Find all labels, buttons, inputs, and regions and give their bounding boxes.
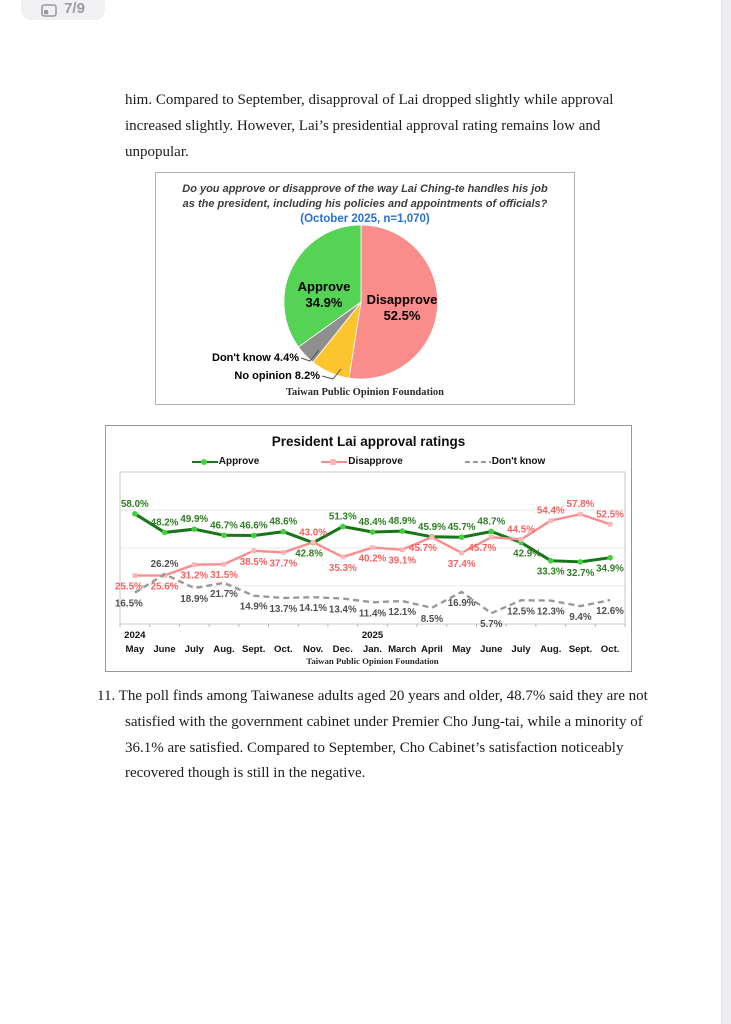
data-label: 31.2%: [180, 570, 209, 582]
x-axis-label: Sept.: [568, 644, 593, 655]
data-label: 12.6%: [596, 606, 624, 618]
data-label: 40.2%: [358, 553, 387, 565]
pie-chart-title: Do you approve or disapprove of the way Lai Ching-te handles his job as the president, including his policies and appointments of officials?: [182, 183, 548, 210]
pie-chart-source: Taiwan Public Opinion Foundation: [285, 387, 445, 398]
pie-chart: [156, 173, 574, 404]
data-label: 45.9%: [418, 521, 446, 533]
legend-item-disapprove: Disapprove: [321, 456, 402, 467]
x-axis-label: Jan.: [362, 644, 383, 655]
data-label: 45.7%: [409, 543, 437, 555]
pie-label-approve: Approve 34.9%: [297, 279, 351, 310]
scrollbar[interactable]: [721, 0, 731, 1024]
data-label: 49.9%: [180, 514, 209, 526]
data-label: 48.4%: [358, 517, 387, 529]
data-label: 16.5%: [114, 598, 143, 610]
line-chart-source: Taiwan Public Opinion Foundation: [306, 656, 439, 666]
data-label: 12.5%: [507, 606, 535, 618]
x-axis-label: June: [480, 644, 503, 655]
x-axis-label: July: [184, 644, 204, 655]
data-label: 57.8%: [566, 499, 595, 511]
data-label: 12.3%: [536, 606, 565, 618]
data-label: 51.3%: [328, 511, 357, 523]
data-label: 25.6%: [150, 581, 179, 593]
data-label: 18.9%: [180, 594, 209, 606]
data-label: 46.6%: [239, 520, 268, 532]
data-label: 58.0%: [120, 498, 149, 510]
data-label: 52.5%: [596, 509, 624, 521]
paragraph-top: him. Compared to September, disapproval of Lai dropped slightly while approval increased slightly. However, Lai’s presidential approval rating remains low and unpopular.: [125, 92, 614, 160]
data-label: 34.9%: [596, 563, 624, 575]
data-label: 11.4%: [358, 608, 387, 620]
data-label: 39.1%: [388, 555, 417, 567]
data-label: 48.6%: [269, 516, 298, 528]
data-label: 14.9%: [239, 601, 268, 613]
page-indicator[interactable]: [21, 0, 105, 20]
x-axis-label: Dec.: [332, 644, 353, 655]
x-axis-label: June: [153, 644, 176, 655]
paragraph-item-11: 11. The poll finds among Taiwanese adults aged 20 years and older, 48.7% said they are not satisfied with the government cabinet under Premier Cho Jung-tai, while a minority of 36.1% are satisfied. Compared to September, Cho Cabinet’s satisfaction noticeably recovered though is still in the negative.: [97, 688, 648, 782]
data-label: 32.7%: [566, 567, 595, 579]
data-label: 5.7%: [480, 619, 503, 631]
x-axis-label: Nov.: [303, 644, 324, 655]
pie-chart-subtitle: (October 2025, n=1,070): [300, 213, 430, 225]
data-label: 48.2%: [150, 517, 179, 529]
pie-label-no-opinion: No opinion 8.2%: [234, 370, 320, 382]
data-label: 13.7%: [269, 603, 298, 615]
page-indicator-label: 7/9: [64, 0, 85, 17]
year-label: 2024: [124, 630, 146, 641]
data-label: 48.9%: [388, 516, 417, 528]
x-axis-label: Aug.: [540, 644, 562, 655]
data-label: 42.8%: [295, 548, 323, 560]
data-label: 35.3%: [328, 562, 357, 574]
data-label: 33.3%: [536, 566, 565, 578]
data-label: 9.4%: [569, 612, 592, 624]
x-axis-label: Sept.: [241, 644, 266, 655]
data-label: 16.9%: [447, 597, 476, 609]
x-axis-label: April: [420, 644, 443, 655]
year-label: 2025: [361, 630, 384, 641]
data-label: 46.7%: [210, 520, 238, 532]
line-chart-card: [105, 425, 632, 672]
pie-chart-card: [155, 172, 575, 405]
data-label: 45.7%: [468, 543, 497, 555]
data-label: 54.4%: [536, 505, 565, 517]
pie-label-dont-know: Don't know 4.4%: [212, 352, 299, 364]
x-axis-label: July: [511, 644, 531, 655]
data-label: 44.5%: [507, 524, 535, 536]
data-label: 25.5%: [114, 581, 143, 593]
pie-label-disapprove: Disapprove 52.5%: [366, 292, 438, 323]
line-chart-title: President Lai approval ratings: [271, 434, 466, 449]
data-label: 21.7%: [210, 588, 238, 600]
data-label: 13.4%: [328, 604, 357, 616]
x-axis-label: Oct.: [600, 644, 620, 655]
data-label: 26.2%: [150, 559, 179, 571]
dont-know-line-icon-item: Don't know: [465, 456, 545, 467]
data-label: 14.1%: [299, 603, 327, 615]
x-axis-label: Aug.: [213, 644, 235, 655]
x-axis-label: Oct.: [274, 644, 293, 655]
data-label: 12.1%: [388, 607, 417, 619]
x-axis-label: May: [125, 644, 145, 655]
data-label: 42.9%: [513, 548, 541, 560]
data-label: 38.5%: [239, 556, 268, 568]
data-label: 48.7%: [477, 516, 506, 528]
legend-item-approve: Approve: [192, 456, 260, 467]
x-axis-label: March: [388, 644, 417, 655]
data-label: 43.0%: [299, 527, 327, 539]
data-label: 8.5%: [420, 613, 444, 625]
data-label: 37.4%: [447, 558, 476, 570]
x-axis-label: May: [452, 644, 471, 655]
data-label: 45.7%: [447, 522, 476, 534]
data-label: 37.7%: [269, 558, 298, 570]
data-label: 31.5%: [210, 570, 238, 582]
line-chart: [106, 426, 631, 671]
pages-icon: [41, 4, 57, 17]
